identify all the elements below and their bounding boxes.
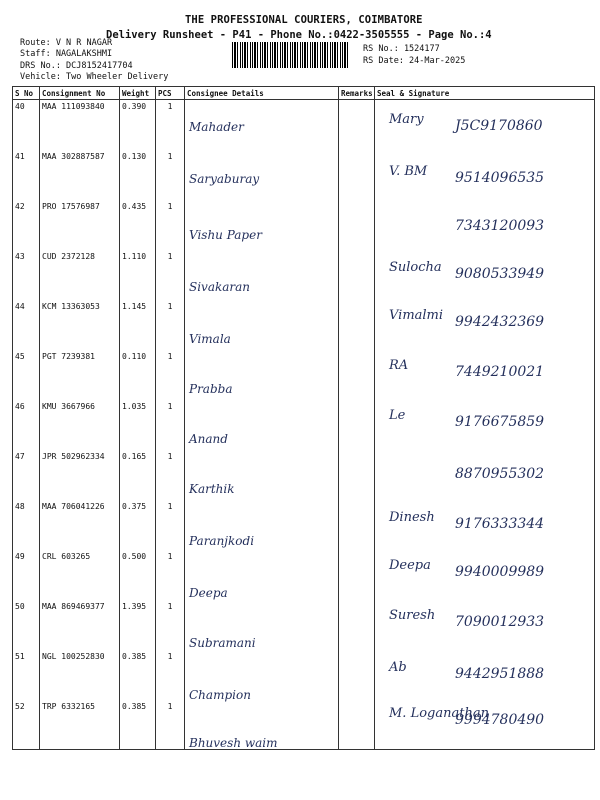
row-pcs: 1 (156, 200, 185, 250)
table-row (13, 300, 595, 350)
row-consignee (185, 400, 339, 450)
consignee-handwriting: Vimala (189, 331, 231, 346)
row-sno: 49 (13, 550, 40, 600)
row-consignee (185, 500, 339, 550)
row-remarks (339, 500, 375, 550)
table-row (13, 600, 595, 650)
consignee-handwriting: Bhuvesh waim (189, 735, 278, 750)
row-remarks (339, 200, 375, 250)
phone-handwriting: 8870955302 (455, 465, 545, 482)
drs-number: DRS No.: DCJ8152417704 (20, 61, 133, 71)
row-pcs: 1 (156, 550, 185, 600)
runsheet-table (12, 86, 595, 750)
row-weight: 0.385 (120, 650, 156, 700)
row-consignment-no: CUD 2372128 (40, 250, 120, 300)
row-seal-signature (375, 700, 595, 750)
row-sno: 40 (13, 100, 40, 150)
row-seal-signature (375, 150, 595, 200)
row-consignee (185, 200, 339, 250)
consignee-handwriting: Paranjkodi (189, 533, 255, 548)
row-seal-signature (375, 250, 595, 300)
rs-number: RS No.: 1524177 (363, 44, 440, 54)
row-pcs: 1 (156, 450, 185, 500)
consignee-handwriting: Saryaburay (189, 171, 260, 186)
consignee-handwriting: Mahader (189, 120, 244, 134)
phone-handwriting: J5C9170860 (455, 118, 543, 134)
row-pcs: 1 (156, 100, 185, 150)
row-sno: 52 (13, 700, 40, 750)
document-subtitle: Delivery Runsheet - P41 - Phone No.:0422-3505555 - Page No.:4 (106, 29, 492, 41)
row-pcs: 1 (156, 700, 185, 750)
table-row (13, 150, 595, 200)
col-header-remarks: Remarks (339, 87, 375, 100)
table-row (13, 700, 595, 750)
table-row (13, 550, 595, 600)
consignee-handwriting: Champion (189, 687, 251, 702)
signature-handwriting: RA (389, 357, 409, 373)
row-consignee (185, 350, 339, 400)
row-consignment-no: PRO 17576987 (40, 200, 120, 250)
row-seal-signature (375, 600, 595, 650)
signature-handwriting: Deepa (389, 557, 431, 573)
row-seal-signature (375, 500, 595, 550)
signature-handwriting: Mary (389, 112, 424, 127)
row-weight: 0.500 (120, 550, 156, 600)
row-remarks (339, 650, 375, 700)
row-pcs: 1 (156, 400, 185, 450)
row-remarks (339, 550, 375, 600)
table-row (13, 450, 595, 500)
row-pcs: 1 (156, 150, 185, 200)
signature-handwriting: Ab (389, 659, 407, 675)
barcode-image (232, 42, 350, 68)
table-row (13, 350, 595, 400)
row-sno: 43 (13, 250, 40, 300)
row-consignee (185, 600, 339, 650)
signature-handwriting: Sulocha (389, 259, 442, 275)
row-sno: 42 (13, 200, 40, 250)
consignee-handwriting: Deepa (189, 585, 228, 600)
consignee-handwriting: Vishu Paper (189, 227, 262, 242)
row-sno: 41 (13, 150, 40, 200)
row-seal-signature (375, 450, 595, 500)
row-consignment-no: MAA 302887587 (40, 150, 120, 200)
row-consignee (185, 100, 339, 150)
row-consignment-no: NGL 100252830 (40, 650, 120, 700)
rs-date: RS Date: 24-Mar-2025 (363, 56, 466, 66)
row-weight: 0.390 (120, 100, 156, 150)
row-sno: 44 (13, 300, 40, 350)
row-pcs: 1 (156, 250, 185, 300)
row-consignee (185, 550, 339, 600)
row-remarks (339, 300, 375, 350)
col-header-consignment: Consignment No (40, 87, 120, 100)
row-consignment-no: MAA 706041226 (40, 500, 120, 550)
table-header-row (13, 87, 595, 100)
row-sno: 46 (13, 400, 40, 450)
phone-handwriting: 7090012933 (455, 613, 545, 630)
row-weight: 0.110 (120, 350, 156, 400)
col-header-seal: Seal & Signature (375, 87, 595, 100)
col-header-pcs: PCS (156, 87, 185, 100)
row-consignee (185, 700, 339, 750)
phone-handwriting: 7449210021 (455, 363, 545, 380)
phone-handwriting: 7343120093 (455, 217, 545, 234)
row-consignment-no: TRP 6332165 (40, 700, 120, 750)
row-weight: 1.395 (120, 600, 156, 650)
vehicle-label: Vehicle: Two Wheeler Delivery (20, 72, 169, 82)
table-row (13, 650, 595, 700)
row-remarks (339, 100, 375, 150)
row-consignment-no: PGT 7239381 (40, 350, 120, 400)
row-sno: 48 (13, 500, 40, 550)
document-title: THE PROFESSIONAL COURIERS, COIMBATORE (185, 14, 423, 26)
row-sno: 50 (13, 600, 40, 650)
consignee-handwriting: Subramani (189, 635, 256, 650)
row-weight: 1.110 (120, 250, 156, 300)
row-remarks (339, 450, 375, 500)
consignee-handwriting: Karthik (189, 481, 235, 496)
staff-label: Staff: NAGALAKSHMI (20, 49, 113, 59)
table-row (13, 200, 595, 250)
phone-handwriting: 9514096535 (455, 169, 545, 186)
row-sno: 51 (13, 650, 40, 700)
row-weight: 0.165 (120, 450, 156, 500)
consignee-handwriting: Anand (189, 431, 228, 446)
table-row (13, 500, 595, 550)
table-row (13, 100, 595, 150)
signature-handwriting: Suresh (389, 607, 436, 623)
signature-handwriting: Dinesh (389, 509, 435, 525)
row-consignment-no: KCM 13363053 (40, 300, 120, 350)
row-consignee (185, 250, 339, 300)
row-seal-signature (375, 300, 595, 350)
row-consignment-no: MAA 869469377 (40, 600, 120, 650)
row-consignee (185, 150, 339, 200)
row-weight: 0.130 (120, 150, 156, 200)
col-header-consignee: Consignee Details (185, 87, 339, 100)
row-remarks (339, 400, 375, 450)
row-consignee (185, 450, 339, 500)
row-consignment-no: CRL 603265 (40, 550, 120, 600)
consignee-handwriting: Sivakaran (189, 279, 251, 294)
row-weight: 1.035 (120, 400, 156, 450)
row-weight: 0.385 (120, 700, 156, 750)
row-sno: 47 (13, 450, 40, 500)
row-consignment-no: KMU 3667966 (40, 400, 120, 450)
row-pcs: 1 (156, 300, 185, 350)
row-remarks (339, 150, 375, 200)
phone-handwriting: 9080533949 (455, 265, 545, 282)
row-remarks (339, 700, 375, 750)
signature-handwriting: Vimalmi (389, 307, 444, 323)
signature-handwriting: M. Loganathan (389, 705, 489, 721)
col-header-weight: Weight (120, 87, 156, 100)
row-seal-signature (375, 100, 595, 150)
col-header-sno: S No (13, 87, 40, 100)
phone-handwriting: 9940009989 (455, 563, 545, 580)
phone-handwriting: 9176675859 (455, 413, 545, 430)
row-seal-signature (375, 400, 595, 450)
row-seal-signature (375, 650, 595, 700)
row-remarks (339, 600, 375, 650)
consignee-handwriting: Prabba (189, 381, 233, 396)
signature-handwriting: V. BM (389, 163, 428, 179)
phone-handwriting: 9442951888 (455, 665, 545, 682)
row-remarks (339, 250, 375, 300)
row-consignment-no: MAA 111093840 (40, 100, 120, 150)
row-pcs: 1 (156, 600, 185, 650)
row-consignee (185, 300, 339, 350)
row-consignee (185, 650, 339, 700)
phone-handwriting: 9942432369 (455, 313, 545, 330)
phone-handwriting: 9176333344 (455, 515, 545, 532)
table-row (13, 400, 595, 450)
row-pcs: 1 (156, 650, 185, 700)
row-remarks (339, 350, 375, 400)
row-weight: 1.145 (120, 300, 156, 350)
row-pcs: 1 (156, 500, 185, 550)
row-sno: 45 (13, 350, 40, 400)
signature-handwriting: Le (389, 407, 406, 423)
row-seal-signature (375, 200, 595, 250)
row-pcs: 1 (156, 350, 185, 400)
table-row (13, 250, 595, 300)
row-consignment-no: JPR 502962334 (40, 450, 120, 500)
row-seal-signature (375, 550, 595, 600)
route-label: Route: V N R NAGAR (20, 38, 113, 48)
row-weight: 0.375 (120, 500, 156, 550)
row-seal-signature (375, 350, 595, 400)
row-weight: 0.435 (120, 200, 156, 250)
phone-handwriting: 9994780490 (455, 711, 545, 728)
